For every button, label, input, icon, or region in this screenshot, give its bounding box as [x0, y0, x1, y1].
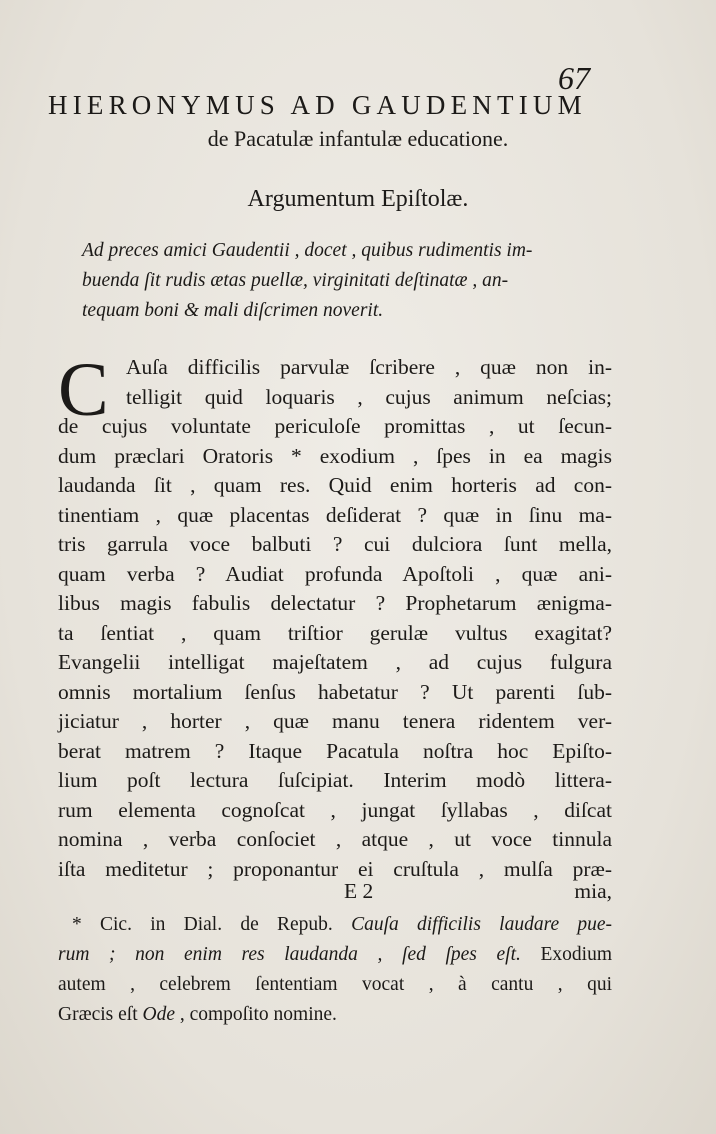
body-line: Evangelii intelligat majeſtatem , ad cujus fulgura [58, 650, 612, 674]
signature-row [58, 879, 612, 908]
footnote-marker: * Cic. in Dial. de Repub. [72, 914, 333, 935]
footnote-ode: Ode [142, 1004, 175, 1025]
footnote-quote-1: Cauſa difficilis laudare pue- [351, 914, 613, 935]
footnote-exodium: Exodium [540, 944, 613, 965]
argument-heading: Argumentum Epiſtolæ. [247, 186, 469, 212]
letter-subtitle: de Pacatulæ infantulæ educatione. [207, 126, 509, 151]
page-number: 67 [558, 60, 590, 96]
body-line: quam verba ? Audiat profunda Apoſtoli , quæ ani- [58, 561, 612, 586]
body-line: dum præclari Oratoris * exodium , ſpes in ea magis [58, 443, 612, 468]
letter-title: HIERONYMUS AD GAUDENTIUM [48, 90, 587, 120]
body-line: omnis mortalium ſenſus habetatur ? Ut parenti ſub- [58, 679, 612, 704]
body-line: laudanda ſit , quam res. Quid enim horteris ad con- [58, 473, 612, 497]
catchword: mia, [574, 879, 612, 903]
footnote-greek-b: , compoſito nomine. [179, 1004, 337, 1025]
footnote-greek-a: Græcis eſt [58, 1004, 138, 1025]
body-line: berat matrem ? Itaque Pacatula noſtra hoc Epiſto- [58, 738, 612, 763]
footnote-line-2 [58, 940, 612, 970]
footnote-line-3: autem , celebrem ſententiam vocat , à cantu , qui [58, 974, 612, 995]
body-line: nomina , verba conſociet , atque , ut voce tinnula [58, 827, 612, 851]
body-line: telligit quid loquaris , cujus animum neſcias; [126, 384, 612, 409]
body-line: Auſa difficilis parvulæ ſcribere , quæ non in- [126, 355, 612, 379]
body-line: lium poſt lectura ſuſcipiat. Interim modò littera- [58, 768, 612, 792]
body-line: ta ſentiat , quam triſtior gerulæ vultus exagitat? [58, 620, 612, 645]
summary-line-2: buenda ſit rudis ætas puellæ, virginitati deſtinatæ , an- [82, 270, 509, 291]
signature-mark: E 2 [344, 879, 374, 903]
body-line: de cujus voluntate periculoſe promittas , ut ſecun- [58, 414, 612, 438]
footnote [58, 910, 612, 1030]
summary-line-3: tequam boni & mali diſcrimen noverit. [82, 300, 384, 321]
body-line: tinentiam , quæ placentas deſiderat ? quæ in ſinu ma- [58, 502, 612, 527]
body-line: libus magis fabulis delectatur ? Prophetarum ænigma- [58, 591, 612, 615]
summary-line-1: Ad preces amici Gaudentii , docet , quibus rudimentis im- [82, 240, 533, 261]
body-line: tris garrula voce balbuti ? cui dulciora ſunt mella, [58, 532, 612, 556]
footnote-line-1 [58, 910, 612, 940]
footnote-quote-2: rum ; non enim res laudanda , ſed ſpes eſt. [58, 944, 521, 965]
body-line: jiciatur , horter , quæ manu tenera ridentem ver- [58, 709, 612, 733]
body-line: rum elementa cognoſcat , jungat ſyllabas , diſcat [58, 797, 612, 822]
body-line: iſta meditetur ; proponantur ei cruſtula , mulſa præ- [58, 856, 612, 881]
footnote-line-4 [58, 1000, 612, 1030]
letter-body [58, 348, 612, 884]
drop-cap: C [58, 348, 109, 432]
